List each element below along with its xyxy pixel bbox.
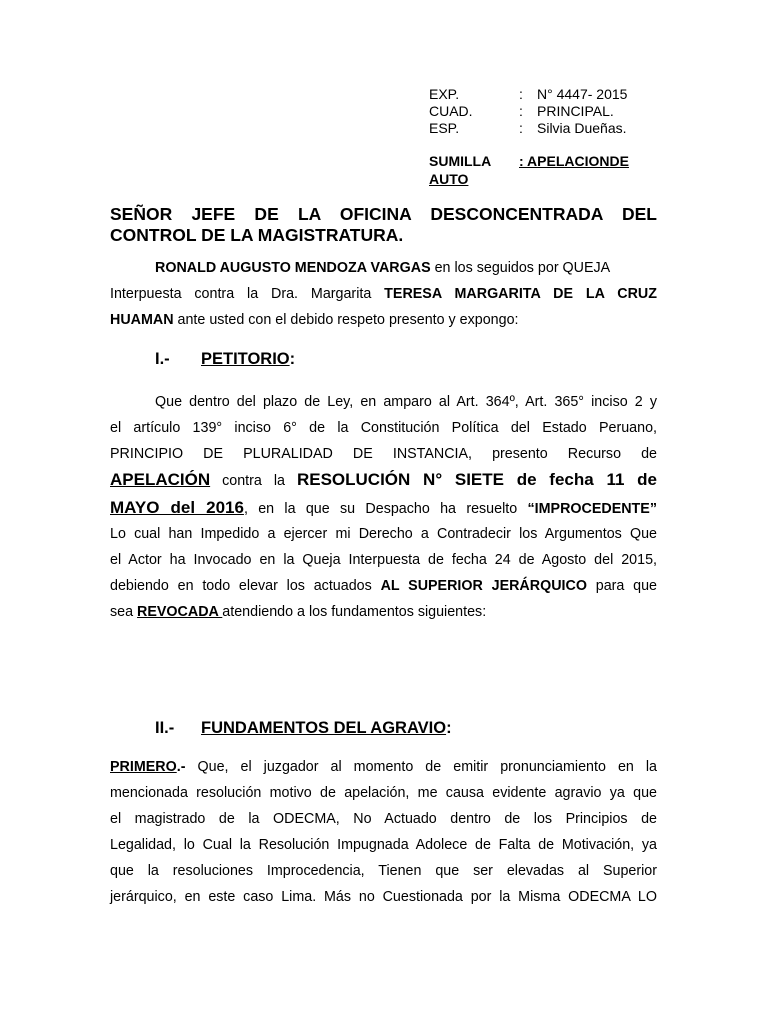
sumilla-key: SUMILLA bbox=[429, 153, 492, 169]
respondent-name: TERESA MARGARITA DE LA CRUZ bbox=[384, 286, 657, 302]
addressee-line-2: CONTROL DE LA MAGISTRATURA. bbox=[110, 225, 404, 245]
fundamentos-line: Legalidad, lo Cual la Resolución Impugnada Adolece de Falta de Motivación, ya bbox=[110, 837, 657, 853]
fundamentos-line bbox=[110, 757, 657, 777]
fundamentos-line: que la resoluciones Improcedencia, Tienen que ser elevadas al Superior bbox=[110, 863, 657, 879]
intro-line-2 bbox=[110, 284, 657, 304]
intro-line-1 bbox=[155, 258, 610, 278]
respondent-surname: HUAMAN bbox=[110, 312, 174, 328]
petitorio-line: el Actor ha Invocado en la Queja Interpuesta de fecha 24 de Agosto del 2015, bbox=[110, 552, 657, 568]
intro-text: en los seguidos por QUEJA bbox=[430, 260, 611, 276]
revocada-term: REVOCADA bbox=[137, 604, 223, 620]
petitorio-line: el artículo 139° inciso 6° de la Constitución Política del Estado Peruano, bbox=[110, 420, 657, 436]
petitorio-line: Lo cual han Impedido a ejercer mi Derecho a Contradecir los Argumentos Que bbox=[110, 526, 657, 542]
section-label: FUNDAMENTOS DEL AGRAVIO: bbox=[201, 719, 452, 737]
primero-dash: .- bbox=[176, 759, 186, 775]
petitorio-text: contra la bbox=[210, 473, 297, 489]
intro-line-3 bbox=[110, 310, 519, 330]
header-key: EXP. bbox=[429, 86, 460, 102]
header-colon: : bbox=[519, 86, 523, 102]
petitioner-name: RONALD AUGUSTO MENDOZA VARGAS bbox=[155, 260, 431, 276]
sumilla-value: : APELACIONDE bbox=[519, 153, 629, 169]
petitorio-text: para que bbox=[586, 578, 658, 594]
section-number: I.- bbox=[155, 350, 170, 368]
header-key: CUAD. bbox=[429, 103, 473, 119]
header-colon: : bbox=[519, 120, 523, 136]
petitorio-line bbox=[110, 468, 657, 492]
header-value: Silvia Dueñas. bbox=[537, 120, 627, 136]
header-value: N° 4447- 2015 bbox=[537, 86, 628, 102]
intro-text: Interpuesta contra la Dra. Margarita bbox=[110, 286, 385, 302]
apelacion-term: APELACIÓN bbox=[110, 470, 211, 489]
resolution-ref: RESOLUCIÓN N° SIETE de fecha 11 de bbox=[296, 470, 658, 489]
section-label: PETITORIO: bbox=[201, 350, 296, 368]
petitorio-text: , en la que su Despacho ha resuelto bbox=[243, 501, 528, 517]
addressee-line-1: SEÑOR JEFE DE LA OFICINA DESCONCENTRADA DEL bbox=[110, 204, 657, 224]
sumilla-value-tail: AUTO bbox=[429, 171, 469, 187]
resolution-date: MAYO del 2016 bbox=[110, 498, 244, 517]
header-key: ESP. bbox=[429, 120, 460, 136]
petitorio-line bbox=[110, 576, 657, 596]
header-value: PRINCIPAL. bbox=[537, 103, 614, 119]
fundamentos-line: el magistrado de la ODECMA, No Actuado dentro de los Principios de bbox=[110, 811, 657, 827]
fundamentos-line: jerárquico, en este caso Lima. Más no Cuestionada por la Misma ODECMA LO bbox=[110, 889, 657, 905]
petitorio-line bbox=[110, 602, 486, 622]
petitorio-line bbox=[110, 496, 657, 520]
section-number: II.- bbox=[155, 719, 175, 737]
improcedente-term: “IMPROCEDENTE” bbox=[527, 501, 657, 517]
intro-text: ante usted con el debido respeto presento y expongo: bbox=[173, 312, 519, 328]
petitorio-text: sea bbox=[110, 604, 138, 620]
section-heading-petitorio bbox=[155, 348, 296, 370]
header-colon: : bbox=[519, 103, 523, 119]
petitorio-text: atendiendo a los fundamentos siguientes: bbox=[222, 604, 487, 620]
primero-label: PRIMERO bbox=[110, 759, 177, 775]
petitorio-line: PRINCIPIO DE PLURALIDAD DE INSTANCIA, presento Recurso de bbox=[110, 446, 657, 462]
superior-term: AL SUPERIOR JERÁRQUICO bbox=[380, 578, 587, 594]
fundamentos-text: Que, el juzgador al momento de emitir pronunciamiento en la bbox=[185, 759, 657, 775]
petitorio-text: debiendo en todo elevar los actuados bbox=[110, 578, 381, 594]
petitorio-line: Que dentro del plazo de Ley, en amparo al Art. 364º, Art. 365° inciso 2 y bbox=[155, 394, 657, 410]
fundamentos-line: mencionada resolución motivo de apelación, me causa evidente agravio ya que bbox=[110, 785, 657, 801]
section-heading-fundamentos bbox=[155, 717, 452, 739]
